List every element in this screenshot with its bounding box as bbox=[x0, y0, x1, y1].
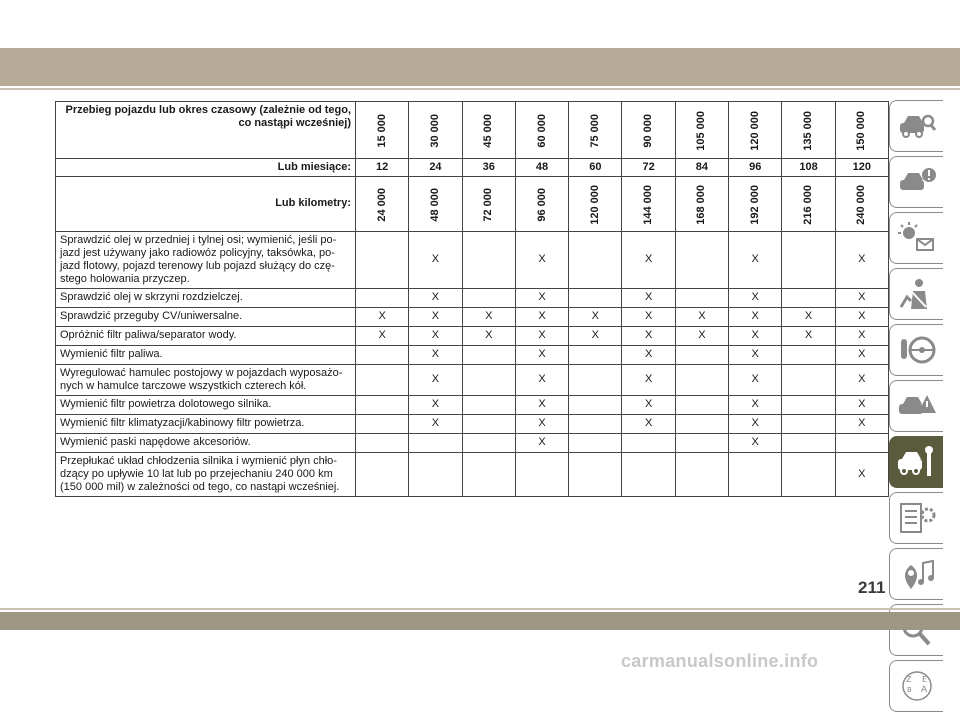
task-mark bbox=[835, 433, 888, 452]
task-description: Sprawdzić olej w skrzyni rozdzielczej. bbox=[56, 288, 356, 307]
task-mark: X bbox=[622, 231, 675, 288]
task-mark: X bbox=[835, 395, 888, 414]
task-mark: X bbox=[515, 414, 568, 433]
maintenance-table bbox=[55, 101, 889, 497]
task-mark: X bbox=[515, 307, 568, 326]
months-value: 72 bbox=[622, 159, 675, 177]
mileage-header-row bbox=[56, 102, 889, 159]
task-mark bbox=[356, 433, 409, 452]
task-mark bbox=[622, 433, 675, 452]
task-mark bbox=[729, 452, 782, 496]
task-mark: X bbox=[835, 326, 888, 345]
months-value: 96 bbox=[729, 159, 782, 177]
task-mark bbox=[356, 288, 409, 307]
mileage-header-value-text: 105 000 bbox=[695, 111, 708, 151]
task-description: Wymienić paski napędowe akcesoriów. bbox=[56, 433, 356, 452]
task-mark bbox=[782, 395, 835, 414]
task-mark bbox=[675, 345, 728, 364]
task-mark bbox=[462, 288, 515, 307]
mileage-header-value bbox=[622, 102, 675, 159]
kilometers-value-text: 192 000 bbox=[748, 185, 761, 225]
kilometers-value-text: 120 000 bbox=[588, 185, 601, 225]
tab-emergency[interactable] bbox=[889, 380, 943, 432]
checklist-gear-icon bbox=[897, 501, 937, 535]
task-mark bbox=[356, 452, 409, 496]
task-mark: X bbox=[622, 326, 675, 345]
task-mark: X bbox=[356, 326, 409, 345]
footer-band bbox=[0, 612, 960, 630]
tab-alphabetical[interactable] bbox=[889, 660, 943, 712]
task-mark: X bbox=[729, 364, 782, 395]
mileage-header-value-text: 120 000 bbox=[748, 111, 761, 151]
table-row bbox=[56, 395, 889, 414]
kilometers-value bbox=[729, 177, 782, 232]
task-mark bbox=[462, 414, 515, 433]
months-label: Lub miesiące: bbox=[56, 159, 356, 177]
task-mark bbox=[675, 364, 728, 395]
kilometers-value-text: 24 000 bbox=[375, 188, 388, 222]
mileage-header-value-text: 15 000 bbox=[375, 114, 388, 148]
task-mark: X bbox=[569, 326, 622, 345]
car-magnifier-icon bbox=[897, 109, 937, 143]
task-mark: X bbox=[835, 288, 888, 307]
kilometers-value bbox=[515, 177, 568, 232]
svg-text:B: B bbox=[906, 686, 912, 694]
mileage-header-value-text: 135 000 bbox=[802, 111, 815, 151]
task-mark bbox=[675, 288, 728, 307]
task-mark: X bbox=[675, 307, 728, 326]
tab-safety[interactable] bbox=[889, 268, 943, 320]
task-mark: X bbox=[356, 307, 409, 326]
task-mark: X bbox=[409, 326, 462, 345]
kilometers-value-text: 48 000 bbox=[428, 188, 441, 222]
task-mark bbox=[782, 231, 835, 288]
kilometers-value-text: 96 000 bbox=[535, 188, 548, 222]
task-description: Sprawdzić przeguby CV/uniwersalne. bbox=[56, 307, 356, 326]
task-description: Sprawdzić olej w przedniej i tylnej osi; wymienić, jeśli po-jazd jest używany jako radiowóz policyjny, taksówka, po-jazd flotowy, pojazd terenowy lub pojazd służący do czę-stego holowania przyczep. bbox=[56, 231, 356, 288]
task-mark: X bbox=[515, 433, 568, 452]
task-mark: X bbox=[462, 326, 515, 345]
task-mark bbox=[675, 452, 728, 496]
task-description: Przepłukać układ chłodzenia silnika i wymienić płyn chło-dzący po upływie 10 lat lub po przejechaniu 240 000 km (150 000 mil) w zależności od tego, co nastąpi wcześniej. bbox=[56, 452, 356, 496]
task-mark: X bbox=[515, 326, 568, 345]
watermark: carmanualsonline.info bbox=[621, 651, 819, 671]
task-mark bbox=[622, 452, 675, 496]
svg-text:A: A bbox=[920, 685, 927, 695]
kilometers-value bbox=[409, 177, 462, 232]
task-mark bbox=[782, 452, 835, 496]
task-mark bbox=[356, 231, 409, 288]
task-mark: X bbox=[515, 288, 568, 307]
mileage-header-value-text: 75 000 bbox=[588, 114, 601, 148]
mileage-header-value-text: 90 000 bbox=[642, 114, 655, 148]
mileage-header-label: Przebieg pojazdu lub okres czasowy (zależnie od tego, co nastąpi wcześniej) bbox=[56, 102, 356, 159]
mileage-header-value bbox=[569, 102, 622, 159]
svg-text:Z: Z bbox=[905, 675, 911, 684]
months-value: 24 bbox=[409, 159, 462, 177]
task-mark bbox=[569, 364, 622, 395]
kilometers-label: Lub kilometry: bbox=[56, 177, 356, 232]
svg-text:E: E bbox=[921, 675, 927, 684]
task-description: Opróżnić filtr paliwa/separator wody. bbox=[56, 326, 356, 345]
task-mark bbox=[675, 395, 728, 414]
task-mark bbox=[675, 231, 728, 288]
header-band bbox=[0, 48, 960, 86]
task-mark bbox=[462, 231, 515, 288]
task-mark bbox=[462, 364, 515, 395]
task-mark: X bbox=[835, 414, 888, 433]
task-mark: X bbox=[409, 345, 462, 364]
table-row bbox=[56, 364, 889, 395]
table-row bbox=[56, 345, 889, 364]
months-value: 12 bbox=[356, 159, 409, 177]
months-value: 108 bbox=[782, 159, 835, 177]
task-mark: X bbox=[622, 288, 675, 307]
task-description: Wyregulować hamulec postojowy w pojazdach wyposażo-nych w hamulce tarczowe wszystkich czterech kół. bbox=[56, 364, 356, 395]
task-mark: X bbox=[515, 395, 568, 414]
kilometers-value-text: 72 000 bbox=[482, 188, 495, 222]
table-row bbox=[56, 231, 889, 288]
task-mark: X bbox=[622, 307, 675, 326]
task-mark: X bbox=[409, 395, 462, 414]
table-row bbox=[56, 326, 889, 345]
task-mark: X bbox=[782, 307, 835, 326]
kilometers-value bbox=[356, 177, 409, 232]
mileage-header-value-text: 150 000 bbox=[855, 111, 868, 151]
kilometers-value-text: 216 000 bbox=[802, 185, 815, 225]
task-mark bbox=[462, 433, 515, 452]
task-mark: X bbox=[729, 307, 782, 326]
task-mark: X bbox=[729, 326, 782, 345]
task-mark: X bbox=[729, 433, 782, 452]
task-mark: X bbox=[515, 231, 568, 288]
task-mark: X bbox=[409, 231, 462, 288]
kilometers-value-text: 240 000 bbox=[855, 185, 868, 225]
table-row bbox=[56, 452, 889, 496]
months-value: 120 bbox=[835, 159, 888, 177]
task-mark: X bbox=[729, 345, 782, 364]
task-mark: X bbox=[622, 345, 675, 364]
tab-vehicle-overview[interactable] bbox=[889, 100, 943, 152]
tab-dashboard[interactable] bbox=[889, 156, 943, 208]
mileage-header-value-text: 60 000 bbox=[535, 114, 548, 148]
mileage-header-value-text: 45 000 bbox=[482, 114, 495, 148]
task-mark: X bbox=[835, 452, 888, 496]
task-mark bbox=[462, 395, 515, 414]
tab-specifications[interactable] bbox=[889, 492, 943, 544]
task-mark bbox=[462, 345, 515, 364]
months-value: 36 bbox=[462, 159, 515, 177]
task-mark: X bbox=[622, 395, 675, 414]
task-mark: X bbox=[835, 231, 888, 288]
task-description: Wymienić filtr klimatyzacji/kabinowy filtr powietrza. bbox=[56, 414, 356, 433]
task-mark: X bbox=[835, 345, 888, 364]
task-mark bbox=[569, 395, 622, 414]
task-mark: X bbox=[729, 395, 782, 414]
task-mark: X bbox=[622, 364, 675, 395]
task-mark: X bbox=[729, 414, 782, 433]
kilometers-value-text: 168 000 bbox=[695, 185, 708, 225]
task-mark bbox=[569, 414, 622, 433]
task-mark bbox=[782, 433, 835, 452]
task-mark bbox=[569, 288, 622, 307]
mileage-header-value bbox=[409, 102, 462, 159]
task-mark bbox=[569, 452, 622, 496]
task-mark bbox=[782, 364, 835, 395]
table-row bbox=[56, 433, 889, 452]
task-mark: X bbox=[515, 364, 568, 395]
task-mark bbox=[515, 452, 568, 496]
task-mark bbox=[569, 433, 622, 452]
task-mark bbox=[569, 231, 622, 288]
mileage-header-value bbox=[462, 102, 515, 159]
kilometers-value bbox=[835, 177, 888, 232]
kilometers-value bbox=[569, 177, 622, 232]
mileage-header-value bbox=[835, 102, 888, 159]
task-mark: X bbox=[409, 288, 462, 307]
task-mark bbox=[782, 414, 835, 433]
task-mark bbox=[356, 364, 409, 395]
car-wrench-icon bbox=[897, 445, 937, 479]
mileage-header-value-text: 30 000 bbox=[428, 114, 441, 148]
task-mark: X bbox=[835, 307, 888, 326]
task-mark: X bbox=[675, 326, 728, 345]
kilometers-value bbox=[675, 177, 728, 232]
kilometers-value bbox=[622, 177, 675, 232]
task-mark bbox=[569, 345, 622, 364]
page-number: 211 bbox=[858, 578, 886, 597]
table-row bbox=[56, 288, 889, 307]
mileage-header-value bbox=[782, 102, 835, 159]
months-value: 48 bbox=[515, 159, 568, 177]
task-mark: X bbox=[729, 231, 782, 288]
task-mark: X bbox=[622, 414, 675, 433]
warning-lights-icon bbox=[897, 221, 937, 255]
task-mark: X bbox=[835, 364, 888, 395]
mileage-header-value bbox=[356, 102, 409, 159]
task-mark: X bbox=[409, 364, 462, 395]
task-mark bbox=[356, 414, 409, 433]
mileage-header-value bbox=[515, 102, 568, 159]
months-value: 84 bbox=[675, 159, 728, 177]
months-row bbox=[56, 159, 889, 177]
tab-multimedia[interactable] bbox=[889, 548, 943, 600]
tab-driving[interactable] bbox=[889, 324, 943, 376]
task-description: Wymienić filtr powietrza dolotowego silnika. bbox=[56, 395, 356, 414]
kilometers-value-text: 144 000 bbox=[642, 185, 655, 225]
task-mark: X bbox=[729, 288, 782, 307]
task-mark bbox=[675, 433, 728, 452]
alphabet-index-icon bbox=[897, 669, 937, 703]
task-mark: X bbox=[409, 307, 462, 326]
tab-servicing[interactable] bbox=[889, 436, 943, 488]
task-mark: X bbox=[462, 307, 515, 326]
task-mark: X bbox=[569, 307, 622, 326]
months-value: 60 bbox=[569, 159, 622, 177]
kilometers-row bbox=[56, 177, 889, 232]
task-description: Wymienić filtr paliwa. bbox=[56, 345, 356, 364]
task-mark bbox=[409, 452, 462, 496]
task-mark bbox=[675, 414, 728, 433]
task-mark bbox=[356, 395, 409, 414]
task-mark bbox=[356, 345, 409, 364]
table-row bbox=[56, 414, 889, 433]
tab-lights[interactable] bbox=[889, 212, 943, 264]
task-mark: X bbox=[409, 414, 462, 433]
kilometers-value bbox=[462, 177, 515, 232]
car-warning-icon bbox=[897, 165, 937, 199]
mileage-header-value bbox=[729, 102, 782, 159]
task-mark: X bbox=[782, 326, 835, 345]
task-mark bbox=[782, 288, 835, 307]
table-row bbox=[56, 307, 889, 326]
steering-wheel-icon bbox=[897, 333, 937, 367]
task-mark bbox=[462, 452, 515, 496]
task-mark: X bbox=[515, 345, 568, 364]
kilometers-value bbox=[782, 177, 835, 232]
mileage-header-value bbox=[675, 102, 728, 159]
task-mark bbox=[782, 345, 835, 364]
seatbelt-person-icon bbox=[897, 277, 937, 311]
task-mark bbox=[409, 433, 462, 452]
music-navigation-icon bbox=[897, 557, 937, 591]
hazard-car-icon bbox=[897, 389, 937, 423]
